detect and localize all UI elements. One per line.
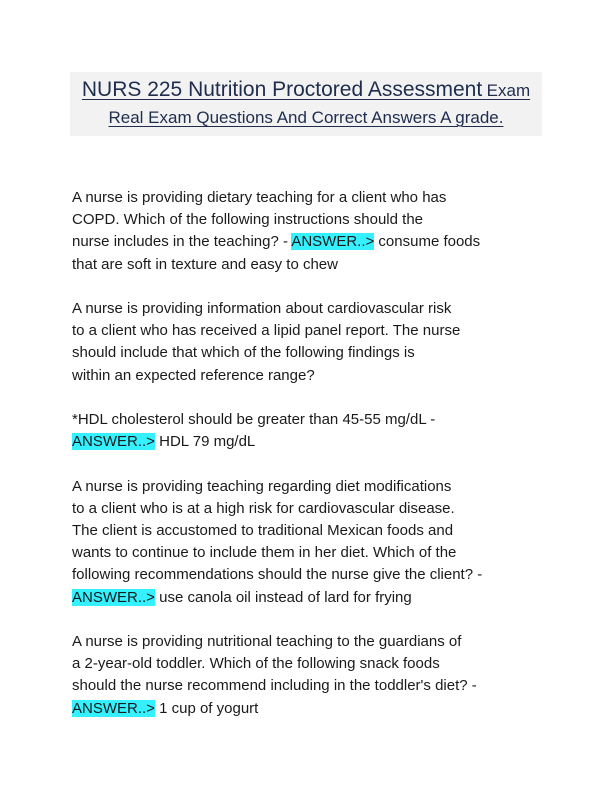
title-main-text: NURS 225 Nutrition Proctored Assessment <box>81 78 483 101</box>
answer-marker: ANSWER..> <box>72 699 155 717</box>
text-line: COPD. Which of the following instructions should the <box>72 211 423 229</box>
text-line: following recommendations should the nurse give the client? - <box>72 566 483 584</box>
answer-text: 1 cup of yogurt <box>154 699 259 717</box>
text-line: A nurse is providing teaching regarding diet modifications <box>72 477 452 495</box>
qa-item <box>72 476 540 609</box>
answer-marker: ANSWER..> <box>72 433 155 451</box>
text-line: A nurse is providing dietary teaching for a client who has <box>72 189 447 206</box>
answer-text: HDL 79 mg/dL <box>154 433 256 451</box>
text-line <box>72 231 540 253</box>
answer-text: use canola oil instead of lard for frying <box>154 588 412 606</box>
qa-item <box>72 409 540 453</box>
question-tail: nurse includes in the teaching? - <box>72 233 292 251</box>
question-text <box>72 631 540 720</box>
text-line <box>72 698 540 720</box>
question-text <box>72 476 540 609</box>
answer-marker: ANSWER..> <box>291 233 375 251</box>
text-line: A nurse is providing nutritional teaching to the guardians of <box>72 633 462 650</box>
text-line: to a client who has received a lipid panel report. The nurse <box>72 322 461 340</box>
answer-text-line: that are soft in texture and easy to chew <box>72 255 338 273</box>
document-body <box>72 187 540 742</box>
qa-item <box>72 187 540 276</box>
document-title <box>70 72 542 136</box>
text-line: to a client who is at a high risk for cardiovascular disease. <box>72 499 455 517</box>
question-text <box>72 187 540 276</box>
qa-item <box>72 298 540 387</box>
answer-text: consume foods <box>374 233 481 251</box>
text-line: should the nurse recommend including in the toddler's diet? - <box>72 677 477 695</box>
text-line: wants to continue to include them in her diet. Which of the <box>72 544 457 562</box>
text-line: *HDL cholesterol should be greater than 45-55 mg/dL - <box>72 411 436 428</box>
text-line: The client is accustomed to traditional Mexican foods and <box>72 522 454 539</box>
question-text <box>72 298 540 387</box>
text-line: a 2-year-old toddler. Which of the following snack foods <box>72 655 440 673</box>
text-line: A nurse is providing information about cardiovascular risk <box>72 300 452 317</box>
title-line-2: Real Exam Questions And Correct Answers A grade. <box>108 108 504 127</box>
text-line: within an expected reference range? <box>72 366 315 384</box>
text-line <box>72 587 540 609</box>
text-line: should include that which of the following findings is <box>72 344 415 362</box>
title-line-1 <box>70 77 542 105</box>
qa-item <box>72 631 540 720</box>
answer-marker: ANSWER..> <box>72 588 155 606</box>
text-line <box>72 431 540 453</box>
question-text <box>72 409 540 453</box>
title-exam-word: Exam <box>486 81 531 100</box>
